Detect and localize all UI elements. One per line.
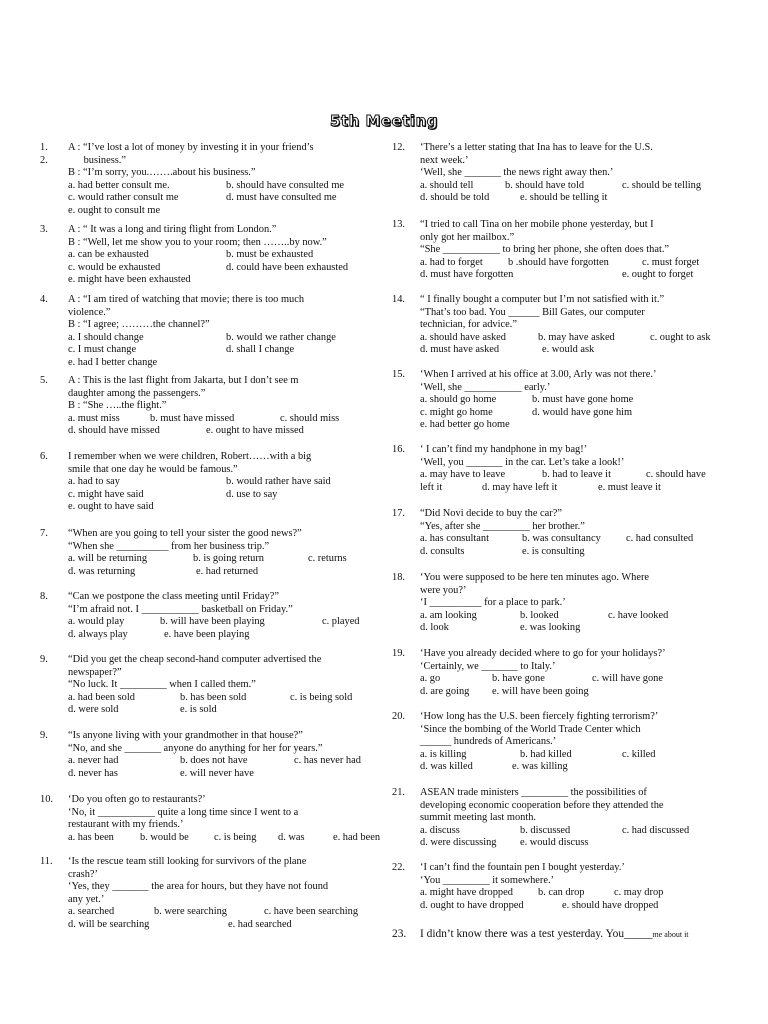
answer-option[interactable]: e. was killing <box>512 761 568 773</box>
question-text: ‘You _________ it somewhere.’ <box>420 874 555 886</box>
question-text: “Did Novi decide to buy the car?” <box>420 508 562 519</box>
answer-option[interactable]: b. must be exhausted <box>226 249 314 261</box>
answer-option[interactable]: d. should be told <box>420 192 490 204</box>
question-text: A : This is the last flight from Jakarta, but I don’t see m <box>68 375 299 386</box>
answer-option[interactable]: d. was <box>278 831 305 843</box>
answer-option[interactable]: e. have been playing <box>164 628 250 640</box>
question-6 <box>40 451 413 514</box>
question-text-row <box>420 928 756 942</box>
question-text: “No, and she _______ anyone do anything for her for years.” <box>68 742 323 754</box>
answer-option[interactable]: d. use to say <box>226 488 278 500</box>
answer-option[interactable]: e. ought to consult me <box>68 204 161 216</box>
answer-option[interactable]: e. would discuss <box>520 837 589 849</box>
question-text: ‘Well, she ___________ early.’ <box>420 381 551 393</box>
question-text: were you?’ <box>420 584 467 596</box>
answer-option[interactable]: b. would rather have said <box>226 476 331 488</box>
question-8 <box>40 591 413 641</box>
answer-option[interactable]: b. looked <box>520 609 559 621</box>
answer-option[interactable]: a. should go home <box>420 394 497 406</box>
page-title: 5th Meeting <box>329 112 438 130</box>
question-text: “Yes, after she _________ her brother.” <box>420 520 585 532</box>
question-11 <box>40 856 413 932</box>
answer-option[interactable]: e. had better go home <box>420 419 510 431</box>
question-text: ‘No, it ___________ quite a long time since I went to a <box>68 806 299 818</box>
answer-option[interactable]: e. is sold <box>180 704 217 716</box>
answer-option[interactable]: e. ought to have missed <box>206 425 304 437</box>
answer-option[interactable]: c. killed <box>622 748 656 760</box>
question-10 <box>40 794 413 844</box>
answer-option[interactable]: c. may drop <box>614 887 664 899</box>
question-number: 15. <box>392 369 405 380</box>
answer-option[interactable]: d. must have forgotten <box>420 269 514 281</box>
answer-option[interactable]: a. should have asked <box>420 331 506 343</box>
question-number: 13. <box>392 219 405 230</box>
question-text: “She ___________ to bring her phone, she often does that.” <box>420 244 670 256</box>
question-number: 16. <box>392 444 405 455</box>
question-text: developing economic cooperation before they attended the <box>420 799 664 811</box>
answer-option[interactable]: d. must have asked <box>420 344 500 356</box>
answer-option[interactable]: e. would ask <box>542 344 595 356</box>
answer-option[interactable]: c. ought to ask <box>650 331 711 343</box>
question-number: 7. <box>40 528 48 539</box>
question-18 <box>392 572 756 635</box>
answer-option[interactable]: b. had to leave it <box>542 469 611 481</box>
question-text: summit meeting last month. <box>420 812 537 824</box>
answer-option[interactable]: d. should have missed <box>68 425 160 437</box>
question-text: restaurant with my friends.’ <box>68 819 184 831</box>
question-text: ‘Do you often go to restaurants?’ <box>68 794 206 805</box>
question-text: I didn’t know there was a test yesterday. You_____ <box>420 928 653 940</box>
question-text: ‘You were supposed to be here ten minutes ago. Where <box>420 572 650 583</box>
question-1 <box>40 142 413 218</box>
question-text: I remember when we were children, Robert……with a big <box>68 451 312 462</box>
question-text: A : “I’ve lost a lot of money by investing it in your friend’s <box>68 142 314 153</box>
answer-option[interactable]: e. had searched <box>228 918 292 930</box>
answer-option[interactable]: b. would be <box>140 831 189 843</box>
question-text: B : “I’m sorry, you.…….about his business.” <box>68 167 256 179</box>
question-text: “Is anyone living with your grandmother in that house?” <box>68 730 303 741</box>
answer-option[interactable]: b. should have told <box>505 179 585 191</box>
question-13 <box>392 219 756 282</box>
answer-option[interactable]: c. would rather consult me <box>68 192 179 204</box>
question-text: “Did you get the cheap second-hand computer advertised the <box>68 654 322 665</box>
answer-option[interactable]: e. should be telling it <box>520 192 608 204</box>
answer-option[interactable]: d. consults <box>420 545 465 557</box>
question-text: ‘There’s a letter stating that Ina has to leave for the U.S. <box>420 142 653 153</box>
answer-option[interactable]: b. would we rather change <box>226 331 336 343</box>
answer-option[interactable]: c. had discussed <box>622 824 690 836</box>
question-number: 10. <box>40 794 53 805</box>
answer-option[interactable]: a. had to forget <box>420 256 483 268</box>
question-text: ASEAN trade ministers _________ the possibilities of <box>420 787 647 798</box>
question-21 <box>392 787 756 850</box>
question-20 <box>392 711 756 774</box>
answer-option[interactable]: b .should have forgotten <box>508 256 609 268</box>
answer-option[interactable]: e. might have been exhausted <box>68 274 191 286</box>
question-text: “I’m afraid not. I ___________ basketball on Friday.” <box>68 603 293 615</box>
answer-option[interactable]: e. had I better change <box>68 356 158 368</box>
answer-option[interactable]: b. does not have <box>180 755 248 767</box>
question-23 <box>392 928 756 942</box>
question-text: technician, for advice.” <box>420 319 517 331</box>
question-text: ‘Have you already decided where to go for your holidays?’ <box>420 648 666 659</box>
answer-option[interactable]: c. played <box>322 616 360 628</box>
question-12 <box>392 142 756 205</box>
answer-option[interactable]: c. have been searching <box>264 906 359 918</box>
answer-option[interactable]: e. must leave it <box>598 481 661 493</box>
answer-option[interactable]: d. was returning <box>68 565 136 577</box>
answer-option[interactable]: d. was killed <box>420 761 473 773</box>
question-number: 23. <box>392 928 407 940</box>
answer-option[interactable]: a. searched <box>68 906 115 918</box>
answer-option[interactable]: d. never has <box>68 767 118 779</box>
question-text: ‘ I can’t find my handphone in my bag!’ <box>420 444 588 455</box>
question-7 <box>40 528 413 578</box>
answer-option[interactable]: d. could have been exhausted <box>226 261 349 273</box>
question-text: any yet.’ <box>68 893 105 905</box>
answer-option[interactable]: b. was consultancy <box>522 533 601 545</box>
question-text: crash?’ <box>68 868 98 880</box>
question-19 <box>392 648 756 698</box>
question-text: “ I finally bought a computer but I’m not satisfied with it.” <box>420 294 665 305</box>
question-9 <box>40 654 413 717</box>
answer-option[interactable]: b. discussed <box>520 824 571 836</box>
answer-option[interactable]: a. is killing <box>420 748 467 760</box>
question-number: 21. <box>392 787 405 798</box>
question-text: “That’s too bad. You ______ Bill Gates, our computer <box>420 306 645 318</box>
question-text: daughter among the passengers.” <box>68 387 206 399</box>
question-number: 6. <box>40 451 48 462</box>
answer-option[interactable]: e. had returned <box>196 565 259 577</box>
answer-option[interactable]: a. am looking <box>420 609 477 621</box>
question-text: violence.” <box>68 306 111 318</box>
question-number: 8. <box>40 591 48 602</box>
question-text: A : “I am tired of watching that movie; there is too much <box>68 294 305 305</box>
question-text: “When she __________ from her business trip.” <box>68 540 270 552</box>
answer-option[interactable]: b. must have missed <box>150 412 235 424</box>
answer-option[interactable]: b. has been sold <box>180 691 247 703</box>
question-9b <box>40 730 413 780</box>
answer-option[interactable]: b. will have been playing <box>160 616 265 628</box>
question-text: ‘I can’t find the fountain pen I bought yesterday.’ <box>420 862 625 873</box>
question-text: “I tried to call Tina on her mobile phone yesterday, but I <box>420 219 654 230</box>
question-text: business.” <box>68 154 127 166</box>
question-text: ‘Is the rescue team still looking for survivors of the plane <box>68 856 307 867</box>
question-number: 4. <box>40 294 48 305</box>
question-text: ______ hundreds of Americans.’ <box>420 736 557 748</box>
answer-option[interactable]: e. ought to have said <box>68 501 154 513</box>
question-text: B : “She …..the flight.” <box>68 400 167 412</box>
answer-option[interactable]: c. had consulted <box>626 533 694 545</box>
answer-option[interactable]: d. are going <box>420 685 470 697</box>
answer-option[interactable]: e. should have dropped <box>562 899 659 911</box>
answer-option[interactable]: d. always play <box>68 628 128 640</box>
question-text: B : “Well, let me show you to your room; then ……..by now.” <box>68 236 327 248</box>
question-number: 17. <box>392 508 405 519</box>
question-text: ‘How long has the U.S. been fiercely fighting terrorism?’ <box>420 711 659 722</box>
answer-option[interactable]: a. has been <box>68 831 114 843</box>
answer-option[interactable]: c. I must change <box>68 344 137 356</box>
answer-option[interactable]: c. might go home <box>420 406 493 418</box>
answer-option[interactable]: a. discuss <box>420 824 460 836</box>
answer-option[interactable]: b. can drop <box>538 887 585 899</box>
question-number: 20. <box>392 711 405 722</box>
question-text: next week.’ <box>420 154 469 166</box>
answer-option[interactable]: a. I should change <box>68 331 144 343</box>
answer-option[interactable]: d. were sold <box>68 704 119 716</box>
question-text: ‘Yes, they _______ the area for hours, but they have not found <box>68 881 329 893</box>
answer-option[interactable]: d. look <box>420 622 449 634</box>
answer-option[interactable]: e. is consulting <box>522 545 585 557</box>
answer-option[interactable]: b. may have asked <box>538 331 615 343</box>
answer-option[interactable]: b. have gone <box>492 673 545 685</box>
question-14 <box>392 294 756 357</box>
answer-option[interactable]: c. might have said <box>68 488 144 500</box>
question-text-tail: me about it <box>652 930 689 939</box>
answer-option[interactable]: a. would play <box>68 616 125 628</box>
answer-option[interactable]: a. had to say <box>68 476 120 488</box>
answer-option[interactable]: left it <box>420 481 443 493</box>
answer-option[interactable]: d. shall I change <box>226 344 295 356</box>
question-text: “Can we postpone the class meeting until Friday?” <box>68 591 279 602</box>
question-number: 11. <box>40 856 53 867</box>
question-17 <box>392 508 756 558</box>
answer-option[interactable]: a. go <box>420 673 441 685</box>
question-22 <box>392 862 756 912</box>
answer-option[interactable]: e. had been <box>333 831 381 843</box>
question-text: ‘Well, you _______ in the car. Let’s take a look!’ <box>420 456 625 468</box>
question-number: 9. <box>40 730 48 741</box>
answer-option[interactable]: a. might have dropped <box>420 887 513 899</box>
question-number-secondary: 2. <box>40 154 48 166</box>
answer-option[interactable]: b. is going return <box>193 553 264 565</box>
answer-option[interactable]: a. had been sold <box>68 691 135 703</box>
question-text: ‘Well, she _______ the news right away then.’ <box>420 167 614 179</box>
question-text: ‘I __________ for a place to park.’ <box>420 597 566 609</box>
question-number: 19. <box>392 648 405 659</box>
question-text: ‘Since the bombing of the World Trade Center which <box>420 723 641 735</box>
answer-option[interactable]: c. should be telling <box>622 179 702 191</box>
answer-option[interactable]: b. had killed <box>520 748 572 760</box>
question-text: B : “I agree; ………the channel?” <box>68 319 210 331</box>
question-number: 12. <box>392 142 405 153</box>
question-number: 1. <box>40 142 48 153</box>
answer-option[interactable]: d. were discussing <box>420 837 497 849</box>
answer-option[interactable]: a. will be returning <box>68 553 148 565</box>
answer-option[interactable]: a. must miss <box>68 412 120 424</box>
answer-option[interactable]: d. will be searching <box>68 918 150 930</box>
answer-option[interactable]: e. will have been going <box>492 685 589 697</box>
answer-option[interactable]: c. have looked <box>608 609 669 621</box>
answer-option[interactable]: c. should have <box>646 469 706 481</box>
question-3 <box>40 224 413 287</box>
answer-option[interactable]: c. would be exhausted <box>68 261 161 273</box>
answer-option[interactable]: d. ought to have dropped <box>420 899 524 911</box>
question-text: smile that one day he would be famous.” <box>68 463 238 475</box>
question-number: 3. <box>40 224 48 235</box>
question-text: newspaper?” <box>68 666 122 678</box>
answer-option[interactable]: a. has consultant <box>420 533 489 545</box>
question-number: 22. <box>392 862 405 873</box>
answer-option[interactable]: d. would have gone him <box>532 406 633 418</box>
answer-option[interactable]: b. must have gone home <box>532 394 634 406</box>
answer-option[interactable]: c. should miss <box>280 412 340 424</box>
answer-option[interactable]: a. can be exhausted <box>68 249 149 261</box>
question-text: A : “ It was a long and tiring flight from London.” <box>68 224 277 235</box>
answer-option[interactable]: c. returns <box>308 553 347 565</box>
answer-option[interactable]: d. may have left it <box>482 481 558 493</box>
question-number: 18. <box>392 572 405 583</box>
answer-option[interactable]: c. has never had <box>294 755 361 767</box>
question-text: ‘Certainly, we _______ to Italy.’ <box>420 660 556 672</box>
question-4 <box>40 294 413 370</box>
answer-option[interactable]: c. is being sold <box>290 691 353 703</box>
answer-option[interactable]: c. will have gone <box>592 673 663 685</box>
question-number: 9. <box>40 654 48 665</box>
answer-option[interactable]: e. ought to forget <box>622 269 694 281</box>
answer-option[interactable]: e. was looking <box>520 622 581 634</box>
question-text: only got her mailbox.” <box>420 231 515 243</box>
answer-option[interactable]: c. must forget <box>642 256 700 268</box>
question-5 <box>40 375 413 438</box>
answer-option[interactable]: a. never had <box>68 755 119 767</box>
question-text: “No luck. It _________ when I called them.” <box>68 679 256 691</box>
answer-option[interactable]: e. will never have <box>180 767 254 779</box>
answer-option[interactable]: a. had better consult me. <box>68 179 170 191</box>
answer-option[interactable]: c. is being <box>214 831 257 843</box>
question-15 <box>392 369 756 432</box>
question-16 <box>392 444 756 494</box>
answer-option[interactable]: a. should tell <box>420 179 474 191</box>
answer-option[interactable]: b. were searching <box>154 906 227 918</box>
question-text: ‘When I arrived at his office at 3.00, Arly was not there.’ <box>420 369 657 380</box>
answer-option[interactable]: d. must have consulted me <box>226 192 337 204</box>
question-text: “When are you going to tell your sister the good news?” <box>68 528 302 539</box>
answer-option[interactable]: a. may have to leave <box>420 469 506 481</box>
answer-option[interactable]: b. should have consulted me <box>226 179 345 191</box>
question-number: 14. <box>392 294 405 305</box>
question-number: 5. <box>40 375 48 386</box>
